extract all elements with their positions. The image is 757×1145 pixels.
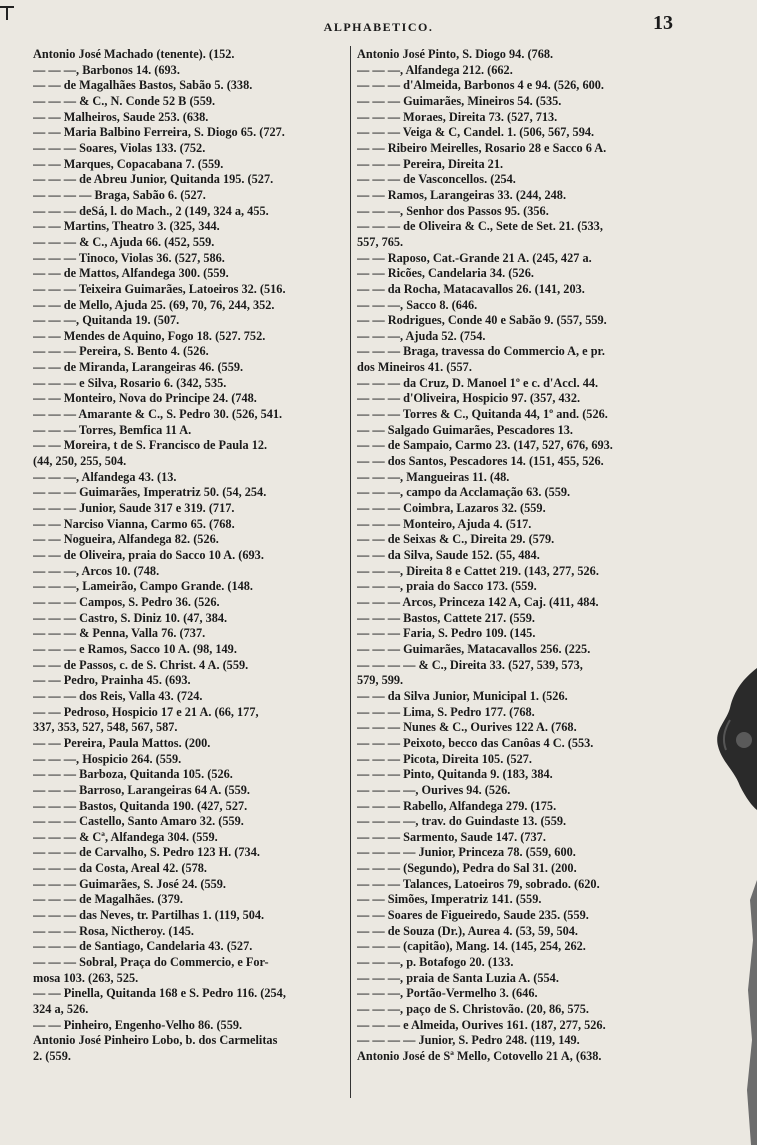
directory-entry-line: — — — dos Reis, Valla 43. (724. [33,688,203,703]
directory-entry-line: — — de Souza (Dr.), Aurea 4. (53, 59, 504. [357,923,579,938]
directory-entry-line: — — — (Segundo), Pedra do Sal 31. (200. [357,861,577,876]
directory-entry-line: — — — (capitão), Mang. 14. (145, 254, 262. [357,939,586,954]
directory-entry-line: — — — & C., N. Conde 52 B (559. [33,93,216,108]
directory-entry-line: — — Ramos, Larangeiras 33. (244, 248. [357,187,567,202]
directory-entry-line: — — da Rocha, Matacavallos 26. (141, 203. [357,281,585,296]
directory-entry-line: — — Monteiro, Nova do Principe 24. (748. [33,391,257,406]
directory-entry-line: — — —, Ajuda 52. (754. [357,328,486,343]
directory-entry-line: — — — & C., Ajuda 66. (452, 559. [33,234,215,249]
directory-entry-line: — — —, Alfandega 212. (662. [357,62,513,77]
directory-entry-line: — — — Nunes & C., Ourives 122 A. (768. [357,720,577,735]
directory-entry-line: — — — Guimarães, Mineiros 54. (535. [357,93,562,108]
directory-entry-line: — — —, p. Botafogo 20. (133. [357,955,514,970]
directory-entry-line: — — —, Sacco 8. (646. [357,297,478,312]
directory-entry-line: — — Ribeiro Meirelles, Rosario 28 e Sacco 6 A. [357,140,607,155]
directory-entry-line: — — — e Ramos, Sacco 10 A. (98, 149. [33,641,237,656]
directory-entry-line: — — — Bastos, Quitanda 190. (427, 527. [33,798,248,813]
directory-entry-line: 579, 599. [357,673,404,688]
directory-entry-line: — — da Silva Junior, Municipal 1. (526. [357,688,568,703]
page-number: 13 [653,12,673,34]
directory-entry-line: — — Moreira, t de S. Francisco de Paula 12. [33,438,268,453]
directory-entry-line: 324 a, 526. [33,1002,89,1017]
directory-entry-line: — — Pinheiro, Engenho-Velho 86. (559. [33,1017,243,1032]
directory-entry-line: — — — da Costa, Areal 42. (578. [33,861,207,876]
directory-entry-line: — — — — & C., Direita 33. (527, 539, 573, [357,657,583,672]
directory-entry-line: 337, 353, 527, 548, 567, 587. [33,720,178,735]
directory-entry-line: — — Pedro, Prainha 45. (693. [33,673,191,688]
directory-entry-line: — — — Rabello, Alfandega 279. (175. [357,798,557,813]
directory-entry-line: — — Soares de Figueiredo, Saude 235. (559. [357,908,589,923]
page-header [0,12,757,42]
directory-entry-line: — — — d'Almeida, Barbonos 4 e 94. (526, 600. [357,78,604,93]
directory-entry-line: — — — Castro, S. Diniz 10. (47, 384. [33,610,228,625]
directory-entry-line: — — — e Silva, Rosario 6. (342, 535. [33,375,227,390]
directory-entry-line: — — —, praia de Santa Luzia A. (554. [357,970,559,985]
directory-entry-line: — — —, Alfandega 43. (13. [33,469,177,484]
page-damage-mark [700,660,757,810]
directory-entry-line: — — — Pinto, Quitanda 9. (183, 384. [357,767,553,782]
directory-entry-line: — — — & Penna, Valla 76. (737. [33,626,206,641]
directory-entry-line: Antonio José Pinheiro Lobo, b. dos Carmelitas [33,1033,278,1048]
directory-entry-line: — — — Monteiro, Ajuda 4. (517. [357,516,532,531]
page-edge-shadow [742,880,757,1145]
directory-entry-line: — — de Miranda, Larangeiras 46. (559. [33,360,244,375]
directory-entry-line: — — — Coimbra, Lazaros 32. (559. [357,501,546,516]
directory-entry-line: — — Maria Balbino Ferreira, S. Diogo 65. (727. [33,125,285,140]
directory-entry-line: — — —, Barbonos 14. (693. [33,62,180,77]
left-column [33,47,351,1065]
directory-entry-line: — — Narciso Vianna, Carmo 65. (768. [33,516,235,531]
directory-entry-line: — — — de Abreu Junior, Quitanda 195. (527. [33,172,274,187]
directory-entry-line: — — Salgado Guimarães, Pescadores 13. [357,422,573,437]
directory-entry-line: — — — Faria, S. Pedro 109. (145. [357,626,536,641]
directory-entry-line: — — — Torres & C., Quitanda 44, 1º and. (526. [357,407,608,422]
directory-entry-line: — — — de Vasconcellos. (254. [357,172,516,187]
directory-entry-line: 2. (559. [33,1049,71,1063]
directory-entry-line: — — de Passos, c. de S. Christ. 4 A. (559. [33,657,249,672]
directory-entry-line: — — —, Lameirão, Campo Grande. (148. [33,579,253,594]
directory-entry-line: — — — Talances, Latoeiros 79, sobrado. (620. [357,876,600,891]
directory-entry-line: — — — Moraes, Direita 73. (527, 713. [357,109,558,124]
directory-entry-line: — — — Pereira, S. Bento 4. (526. [33,344,209,359]
directory-entry-line: — — de Oliveira, praia do Sacco 10 A. (693. [33,548,264,562]
directory-entry-line: — — — Guimarães, Imperatriz 50. (54, 254. [33,485,267,500]
directory-entry-line: — — — —, Ourives 94. (526. [357,782,511,797]
directory-entry-line: — — —, campo da Acclamação 63. (559. [357,485,571,500]
directory-entry-line: — — —, Arcos 10. (748. [33,563,160,578]
directory-entry-line: — — — Castello, Santo Amaro 32. (559. [33,814,244,829]
directory-entry-line: — — — Teixeira Guimarães, Latoeiros 32. (516. [33,281,286,296]
directory-entry-line: — — — & Cª, Alfandega 304. (559. [33,829,218,844]
directory-entry-line: — — dos Santos, Pescadores 14. (151, 455, 526. [357,454,604,469]
directory-entry-line: — — — Bastos, Cattete 217. (559. [357,610,535,625]
directory-entry-line: — — Ricões, Candelaria 34. (526. [357,266,534,281]
directory-entry-line: — — — Guimarães, Matacavallos 256. (225. [357,641,591,656]
directory-entry-line: — — — da Cruz, D. Manoel 1º e c. d'Accl. 44. [357,375,599,390]
directory-entry-line: — — — das Neves, tr. Partilhas 1. (119, 504. [33,908,265,923]
directory-entry-line: — — — Campos, S. Pedro 36. (526. [33,594,220,609]
directory-entry-line: (44, 250, 255, 504. [33,454,127,469]
directory-entry-line: — — — Braga, travessa do Commercio A, e pr. [357,344,605,359]
directory-entry-line: — — Marques, Copacabana 7. (559. [33,156,224,171]
directory-entry-line: — — — Guimarães, S. José 24. (559. [33,876,226,891]
directory-entry-line: — — — de Santiago, Candelaria 43. (527. [33,939,253,954]
directory-entry-line: — — —, paço de S. Christovão. (20, 86, 575. [357,1002,589,1017]
directory-entry-line: — — — Amarante & C., S. Pedro 30. (526, 541. [33,407,283,422]
directory-entry-line: — — — deSá, l. do Mach., 2 (149, 324 a, 455. [33,203,269,218]
directory-entry-line: — — de Mello, Ajuda 25. (69, 70, 76, 244, 352. [33,297,275,312]
directory-entry-line: — — — Picota, Direita 105. (527. [357,751,532,766]
directory-entry-line: — — da Silva, Saude 152. (55, 484. [357,548,540,562]
directory-entry-line: — — — Peixoto, becco das Canôas 4 C. (553. [357,735,594,750]
directory-entry-line: — — — Arcos, Princeza 142 A, Caj. (411, 484. [357,594,599,609]
directory-entry-line: mosa 103. (263, 525. [33,970,139,985]
directory-entry-line: — — — Soares, Violas 133. (752. [33,140,206,155]
running-title: ALPHABETICO. [323,20,434,34]
directory-entry-line: — — — d'Oliveira, Hospicio 97. (357, 432. [357,391,581,406]
directory-entry-line: — — de Sampaio, Carmo 23. (147, 527, 676, 693. [357,438,613,453]
directory-entry-line: — — — Sarmento, Saude 147. (737. [357,829,546,844]
directory-entry-line: — — — Veiga & C, Candel. 1. (506, 567, 594. [357,125,595,140]
directory-entry-line: — — —, Hospicio 264. (559. [33,751,182,766]
directory-entry-line: — — Raposo, Cat.-Grande 21 A. (245, 427 a. [357,250,592,265]
directory-entry-line: — — de Magalhães Bastos, Sabão 5. (338. [33,78,253,93]
directory-entry-line: — — Pinella, Quitanda 168 e S. Pedro 116. (254, [33,986,286,1001]
directory-entry-line: — — — de Carvalho, S. Pedro 123 H. (734. [33,845,260,860]
directory-entry-line: — — —, praia do Sacco 173. (559. [357,579,537,594]
directory-entry-line: — — Pedroso, Hospicio 17 e 21 A. (66, 177, [33,704,259,719]
directory-entry-line: — — — — Braga, Sabão 6. (527. [33,187,206,202]
directory-entry-line: Antonio José de Sª Mello, Cotovello 21 A, (638. [357,1049,602,1063]
directory-entry-line: — — —, Mangueiras 11. (48. [357,469,510,484]
directory-entry-line: — — Martins, Theatro 3. (325, 344. [33,219,220,234]
directory-entry-line: — — —, Portão-Vermelho 3. (646. [357,986,538,1001]
directory-entry-line: Antonio José Pinto, S. Diogo 94. (768. [357,47,554,61]
directory-entry-line: — — de Seixas & C., Direita 29. (579. [357,532,555,547]
directory-entry-line: — — — Barroso, Larangeiras 64 A. (559. [33,782,251,797]
directory-entry-line: — — — Torres, Bemfica 11 A. [33,422,192,437]
directory-entry-line: — — — Rosa, Nictheroy. (145. [33,923,194,938]
right-column [357,47,687,1065]
directory-entry-line: — — Simões, Imperatriz 141. (559. [357,892,542,907]
directory-entry-line: — — Pereira, Paula Mattos. (200. [33,735,211,750]
directory-entry-line: — — —, Quitanda 19. (507. [33,313,180,328]
directory-entry-line: — — Nogueira, Alfandega 82. (526. [33,532,219,547]
directory-entry-line: — — — —, trav. do Guindaste 13. (559. [357,814,567,829]
directory-entry-line: — — Rodrigues, Conde 40 e Sabão 9. (557, 559. [357,313,607,328]
directory-entry-line: — — de Mattos, Alfandega 300. (559. [33,266,229,281]
directory-entry-line: — — — Junior, Saude 317 e 319. (717. [33,501,235,516]
directory-entry-line: — — — — Junior, S. Pedro 248. (119, 149. [357,1033,580,1048]
directory-entry-line: — — — de Magalhães. (379. [33,892,183,907]
directory-entry-line: dos Mineiros 41. (557. [357,360,472,375]
directory-entry-line: — — —, Senhor dos Passos 95. (356. [357,203,549,218]
directory-entry-line: — — —, Direita 8 e Cattet 219. (143, 277, 526. [357,563,599,578]
directory-entry-line: — — Malheiros, Saude 253. (638. [33,109,209,124]
column-divider [350,46,351,1098]
directory-entry-line: — — Mendes de Aquino, Fogo 18. (527. 752. [33,328,266,343]
directory-entry-line: Antonio José Machado (tenente). (152. [33,47,235,61]
directory-entry-line: — — — Barboza, Quitanda 105. (526. [33,767,233,782]
directory-entry-line: — — — — Junior, Princeza 78. (559, 600. [357,845,576,860]
directory-entry-line: — — — de Oliveira & C., Sete de Set. 21. (533, [357,219,603,234]
directory-entry-line: — — — e Almeida, Ourives 161. (187, 277, 526. [357,1017,606,1032]
directory-entry-line: — — — Lima, S. Pedro 177. (768. [357,704,535,719]
directory-entry-line: 557, 765. [357,234,404,249]
directory-entry-line: — — — Tinoco, Violas 36. (527, 586. [33,250,225,265]
directory-entry-line: — — — Sobral, Praça do Commercio, e For- [33,955,269,970]
directory-entry-line: — — — Pereira, Direita 21. [357,156,504,171]
